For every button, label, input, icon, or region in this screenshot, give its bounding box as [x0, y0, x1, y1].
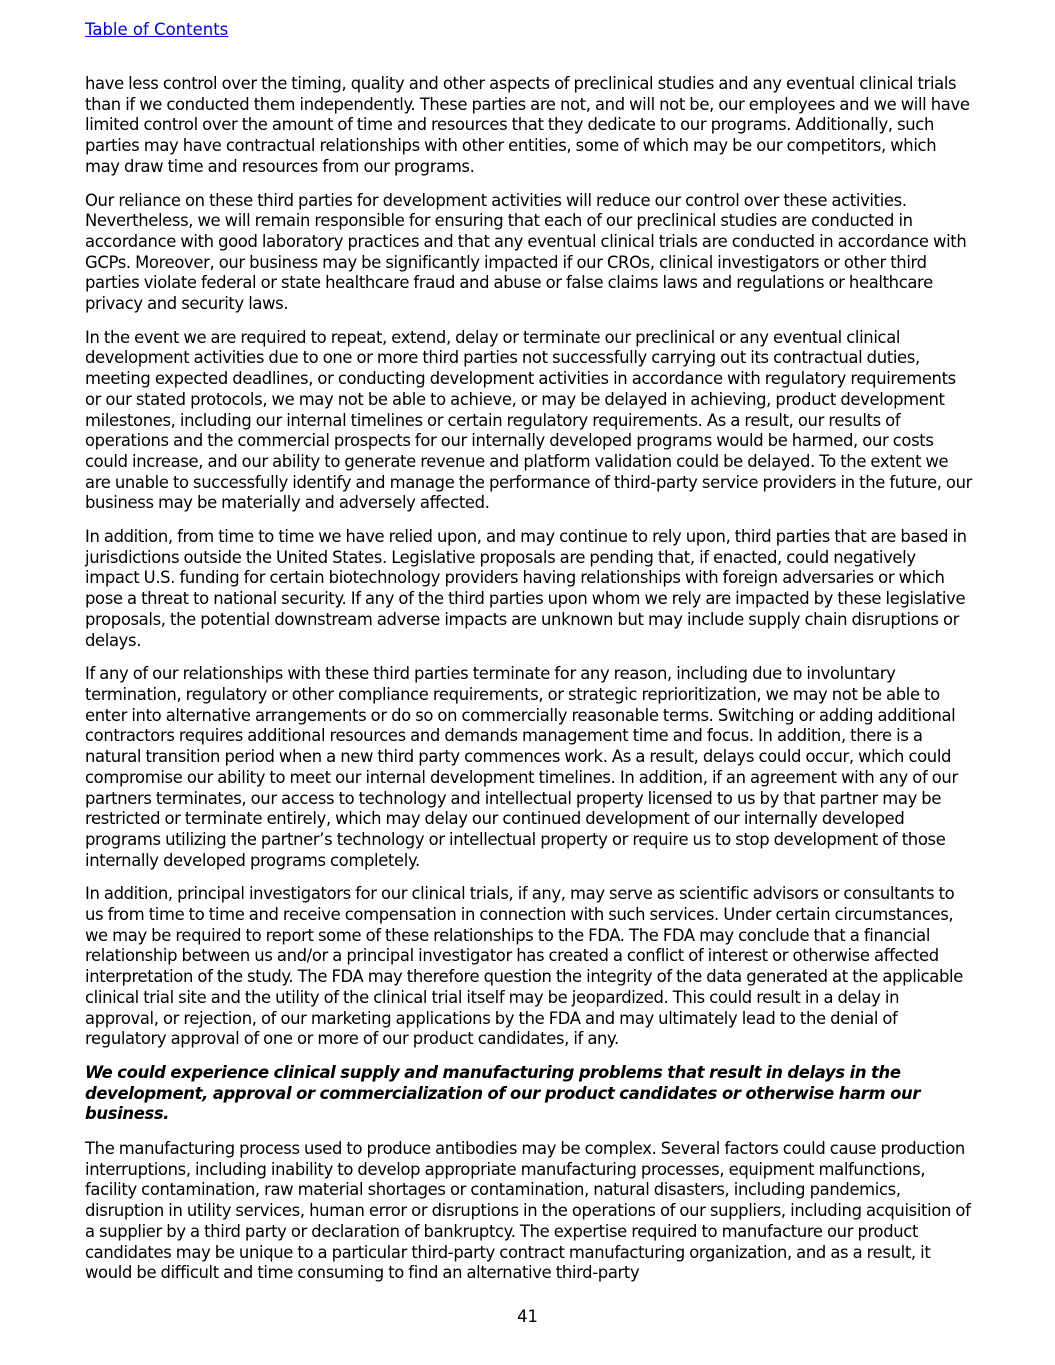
paragraph-principal-investigators: In addition, principal investigators for our clinical trials, if any, may serve as scientific advisors or consultants to us from time to time and receive compensation in connection with such services. Under certain circumstances, we may be required to report some of these relationships to the FDA. The FDA may conclude that a financial relationship between us and/or a principal investigator has created a conflict of interest or otherwise affected interpretation of the study. The FDA may therefore question the integrity of the data generated at the applicable clinical trial site and the utility of the clinical trial itself may be jeopardized. This could result in a delay in approval, or rejection, of our marketing applications by the FDA and may ultimately lead to the denial of regulatory approval of one or more of our product candidates, if any.: [85, 884, 963, 1049]
section-heading-clinical-supply: We could experience clinical supply and manufacturing problems that result in delays in the development, approval or commercialization of our product candidates or otherwise harm our business.: [85, 1062, 921, 1124]
paragraph-relationship-termination: If any of our relationships with these third parties terminate for any reason, including due to involuntary termination, regulatory or other compliance requirements, or strategic reprioritization, we may not be able to enter into alternative arrangements or do so on commercially reasonable terms. Switching or adding additional contractors requires additional resources and demands management time and focus. In addition, there is a natural transition period when a new third party commences work. As a result, delays could occur, which could compromise our ability to meet our internal development timelines. In addition, if an agreement with any of our partners terminates, our access to technology and intellectual property licensed to us by that partner may be restricted or terminate entirely, which may delay our continued development of our internally developed programs utilizing the partner’s technology or intellectual property or require us to stop development of those internally developed programs completely.: [85, 664, 958, 870]
document-body: [85, 74, 973, 1297]
paragraph-foreign-jurisdictions: In addition, from time to time we have relied upon, and may continue to rely upon, third parties that are based in jurisdictions outside the United States. Legislative proposals are pending that, if enacted, could negatively impact U.S. funding for certain biotechnology providers having relationships with foreign adversaries or which pose a threat to national security. If any of the third parties upon whom we rely are impacted by these legislative proposals, the potential downstream adverse impacts are unknown but may include supply chain disruptions or delays.: [85, 527, 967, 650]
paragraph-repeat-extend-delay: In the event we are required to repeat, extend, delay or terminate our preclinical or any eventual clinical development activities due to one or more third parties not successfully carrying out its contractual duties, meeting expected deadlines, or conducting development activities in accordance with regulatory requirements or our stated protocols, we may not be able to achieve, or may be delayed in achieving, product development milestones, including our internal timelines or certain regulatory requirements. As a result, our results of operations and the commercial prospects for our internally developed programs would be harmed, our costs could increase, and our ability to generate revenue and platform validation could be delayed. To the extent we are unable to successfully identify and manage the performance of third-party service providers in the future, our business may be materially and adversely affected.: [85, 327, 973, 513]
table-of-contents-link[interactable]: Table of Contents: [85, 20, 229, 39]
page-number: 41: [517, 1307, 538, 1326]
paragraph-third-party-control: have less control over the timing, quality and other aspects of preclinical studies and any eventual clinical trials than if we conducted them independently. These parties are not, and will not be, our employees and we will have limited control over the amount of time and resources that they dedicate to our programs. Additionally, such parties may have contractual relationships with other entities, some of which may be our competitors, which may draw time and resources from our programs.: [85, 74, 970, 176]
paragraph-reliance-on-third-parties: Our reliance on these third parties for development activities will reduce our control over these activities. Nevertheless, we will remain responsible for ensuring that each of our preclinical studies are conducted in accordance with good laboratory practices and that any eventual clinical trials are conducted in accordance with GCPs. Moreover, our business may be significantly impacted if our CROs, clinical investigators or other third parties violate federal or state healthcare fraud and abuse or false claims laws and regulations or healthcare privacy and security laws.: [85, 190, 967, 314]
paragraph-manufacturing-process: The manufacturing process used to produce antibodies may be complex. Several factors could cause production interruptions, including inability to develop appropriate manufacturing processes, equipment malfunctions, facility contamination, raw material shortages or contamination, natural disasters, including pandemics, disruption in utility services, human error or disruptions in the operations of our suppliers, including acquisition of a supplier by a third party or declaration of bankruptcy. The expertise required to manufacture our product candidates may be unique to a particular third-party contract manufacturing organization, and as a result, it would be difficult and time consuming to find an alternative third-party: [85, 1139, 971, 1283]
